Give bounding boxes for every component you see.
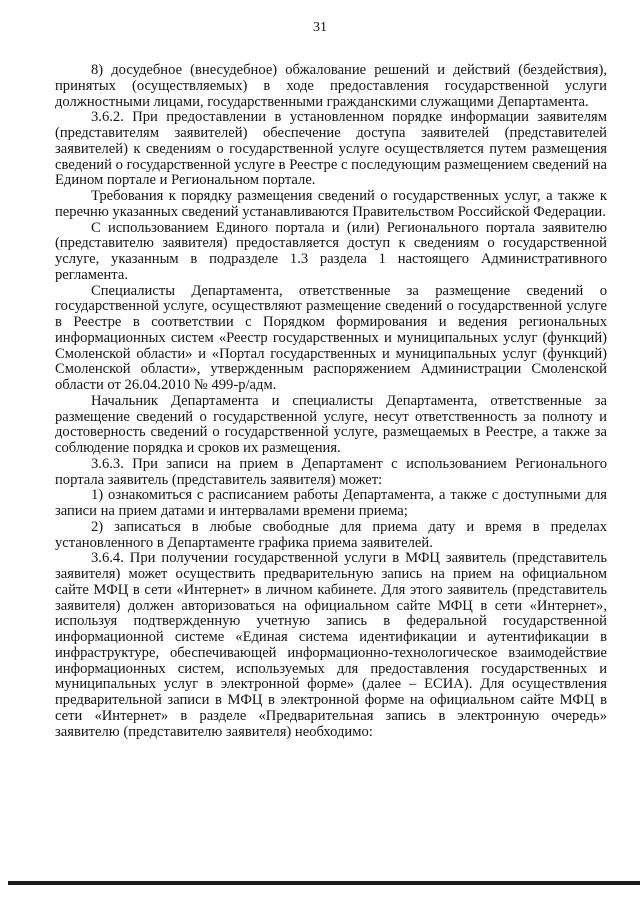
paragraph-3-6-3: 3.6.3. При записи на прием в Департамент с использованием Регионального портала заявитель (представитель заявителя) может: (55, 455, 607, 488)
paragraph-responsibility: Начальник Департамента и специалисты Департамента, ответственные за размещение сведений о государственной услуге, несут ответственность за полноту и достоверность сведений о государственной услуге, размещаемых в Реестре, а также за соблюдение порядка и сроков их размещения. (55, 392, 607, 456)
paragraph-3-6-4: 3.6.4. При получении государственной услуги в МФЦ заявитель (представитель заявителя) может осуществить предварительную запись на прием на официальном сайте МФЦ в сети «Интернет» в личном кабинете. Для этого заявитель (представитель заявителя) должен авторизоваться на официальном сайте МФЦ в сети «Интернет», используя подтвержденную учетную запись в федеральной государственной информационной системе «Единая система идентификации и аутентификации в инфраструктуре, обеспечивающей информационно-технологическое взаимодействие информационных систем, используемых для предоставления государственных и муниципальных услуг в электронной форме» (далее – ЕСИА). Для осуществления предварительной записи в МФЦ в электронной форме на официальном сайте МФЦ в сети «Интернет» в разделе «Предварительная запись в электронную очередь» заявителю (представителю заявителя) необходимо: (55, 550, 607, 740)
paragraph-item-8-pretrial-appeal: 8) досудебное (внесудебное) обжалование решений и действий (бездействия), принятых (осуществляемых) в ходе предоставления государственной услуги должностными лицами, государственными гражданскими служащими Департамента. (55, 62, 607, 110)
document-body (55, 63, 607, 740)
paragraph-3-6-2: 3.6.2. При предоставлении в установленном порядке информации заявителям (представителям заявителей) обеспечение доступа заявителей (представителей заявителей) к сведениям о государственной услуге осуществляется путем размещения сведений о государственной услуге в Реестре с последующим размещением сведений на Едином портале и Региональном портале. (55, 109, 607, 189)
paragraph-portal-access: С использованием Единого портала и (или) Регионального портала заявителю (представителю заявителя) предоставляется доступ к сведениям о государственной услуге, указанным в подразделе 1.3 раздела 1 настоящего Административного регламента. (55, 219, 607, 283)
bottom-scan-border (8, 881, 640, 885)
paragraph-requirements: Требования к порядку размещения сведений о государственных услуг, а также к перечню указанных сведений устанавливаются Правительством Российской Федерации. (55, 188, 607, 220)
page-number: 31 (313, 20, 327, 35)
paragraph-item-1-schedule: 1) ознакомиться с расписанием работы Департамента, а также с доступными для записи на прием датами и интервалами времени приема; (55, 487, 607, 519)
paragraph-specialists: Специалисты Департамента, ответственные за размещение сведений о государственной услуге, осуществляют размещение сведений о государственной услуге в Реестре в соответствии с Порядком формирования и ведения региональных информационных систем «Реестр государственных и муниципальных услуг (функций) Смоленской области» и «Портал государственных и муниципальных услуг (функций) Смоленской области», утвержденным распоряжением Администрации Смоленской области от 26.04.2010 № 499-р/адм. (55, 282, 607, 393)
paragraph-item-2-booking: 2) записаться в любые свободные для приема дату и время в пределах установленного в Департаменте графика приема заявителей. (55, 518, 607, 551)
